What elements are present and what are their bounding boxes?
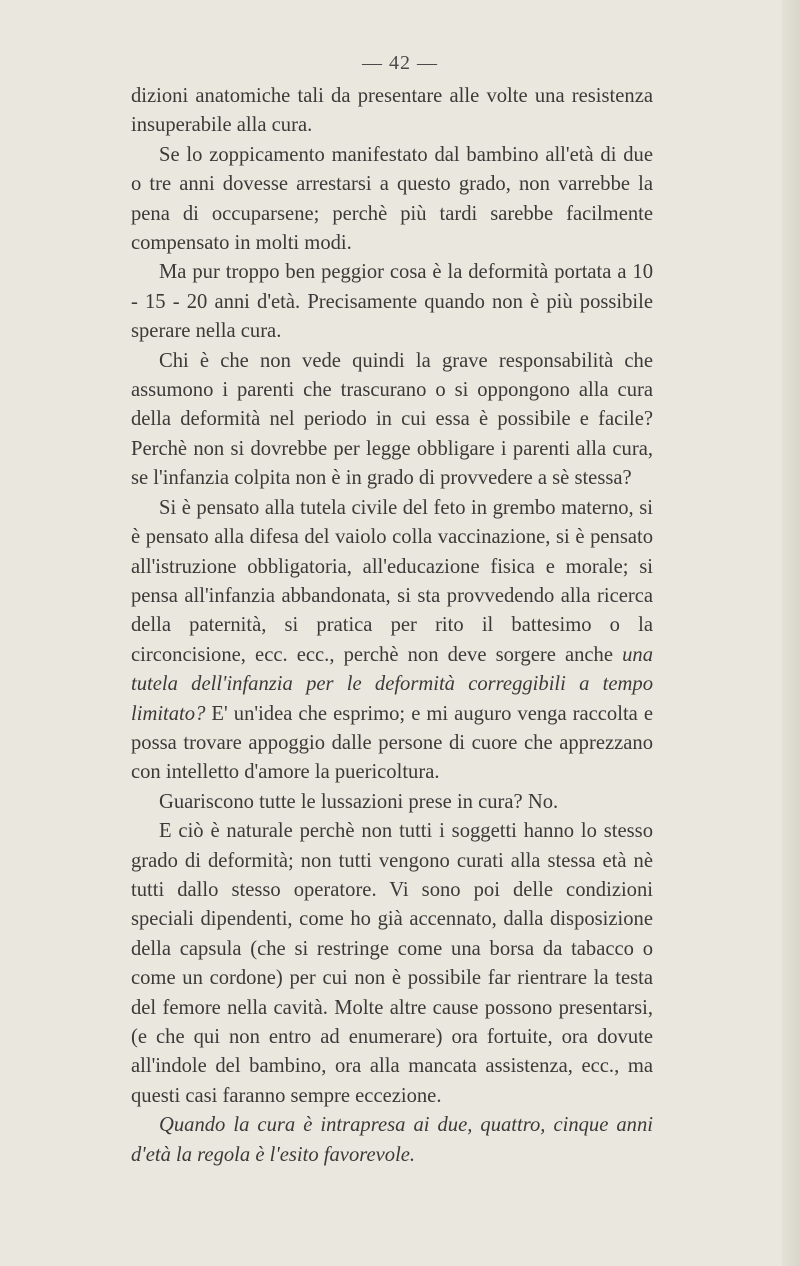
page-edge-shadow xyxy=(782,0,800,1266)
paragraph-8 xyxy=(131,1111,653,1170)
paragraph-5-text-after: E' un'idea che esprimo; e mi auguro venga raccolta e possa trovare appoggio dalle persone di cuore che apprezzano con intelletto d'amore la puericoltura. xyxy=(131,702,653,784)
paragraph-3: Ma pur troppo ben peggior cosa è la deformità portata a 10 - 15 - 20 anni d'età. Precisamente quando non è più possibile sperare nella cura. xyxy=(131,261,653,343)
paragraph-2: Se lo zoppicamento manifestato dal bambino all'età di due o tre anni dovesse arrestarsi a questo grado, non varrebbe la pena di occuparsene; perchè più tardi sarebbe facilmente compensato in molti modi. xyxy=(131,143,653,255)
body-text xyxy=(131,82,653,1170)
paragraph-5-italic: una tutela dell'infanzia per le deformità correggibili a tempo limitato? xyxy=(131,643,653,725)
paragraph-5-text-before: Si è pensato alla tutela civile del feto in grembo materno, si è pensato alla difesa del vaiolo colla vaccinazione, si è pensato all'istruzione obbligatoria, all'educazione fisica e morale; si pensa all'infanzia abbandonata, si sta provvedendo alla ricerca della paternità, si pratica per rito il battesimo o la circoncisione, ecc. ecc., perchè non deve sorgere anche xyxy=(131,496,653,666)
paragraph-8-italic: Quando la cura è intrapresa ai due, quattro, cinque anni d'età la regola è l'esito favorevole. xyxy=(131,1114,653,1166)
page-number: — 42 — xyxy=(362,52,438,74)
paragraph-5 xyxy=(131,494,653,788)
paragraph-7: E ciò è naturale perchè non tutti i soggetti hanno lo stesso grado di deformità; non tutti vengono curati alla stessa età nè tutti dallo stesso operatore. Vi sono poi delle condizioni speciali dipendenti, come ho già accennato, dalla disposizione della capsula (che si restringe come una borsa da tabacco o come un cordone) per cui non è possibile far rientrare la testa del femore nella cavità. Molte altre cause possono presentarsi, (e che qui non entro ad enumerare) ora fortuite, ora dovute all'indole del bambino, ora alla mancata assistenza, ecc., ma questi casi faranno sempre eccezione. xyxy=(131,820,653,1107)
paragraph-6: Guariscono tutte le lussazioni prese in cura? No. xyxy=(159,790,559,813)
paragraph-1: dizioni anatomiche tali da presentare alle volte una resistenza insuperabile alla cura. xyxy=(131,85,653,137)
paragraph-4: Chi è che non vede quindi la grave responsabilità che assumono i parenti che trascurano o si oppongono alla cura della deformità nel periodo in cui essa è possibile e facile? Perchè non si dovrebbe per legge obbligare i parenti alla cura, se l'infanzia colpita non è in grado di provvedere a sè stessa? xyxy=(131,349,653,490)
